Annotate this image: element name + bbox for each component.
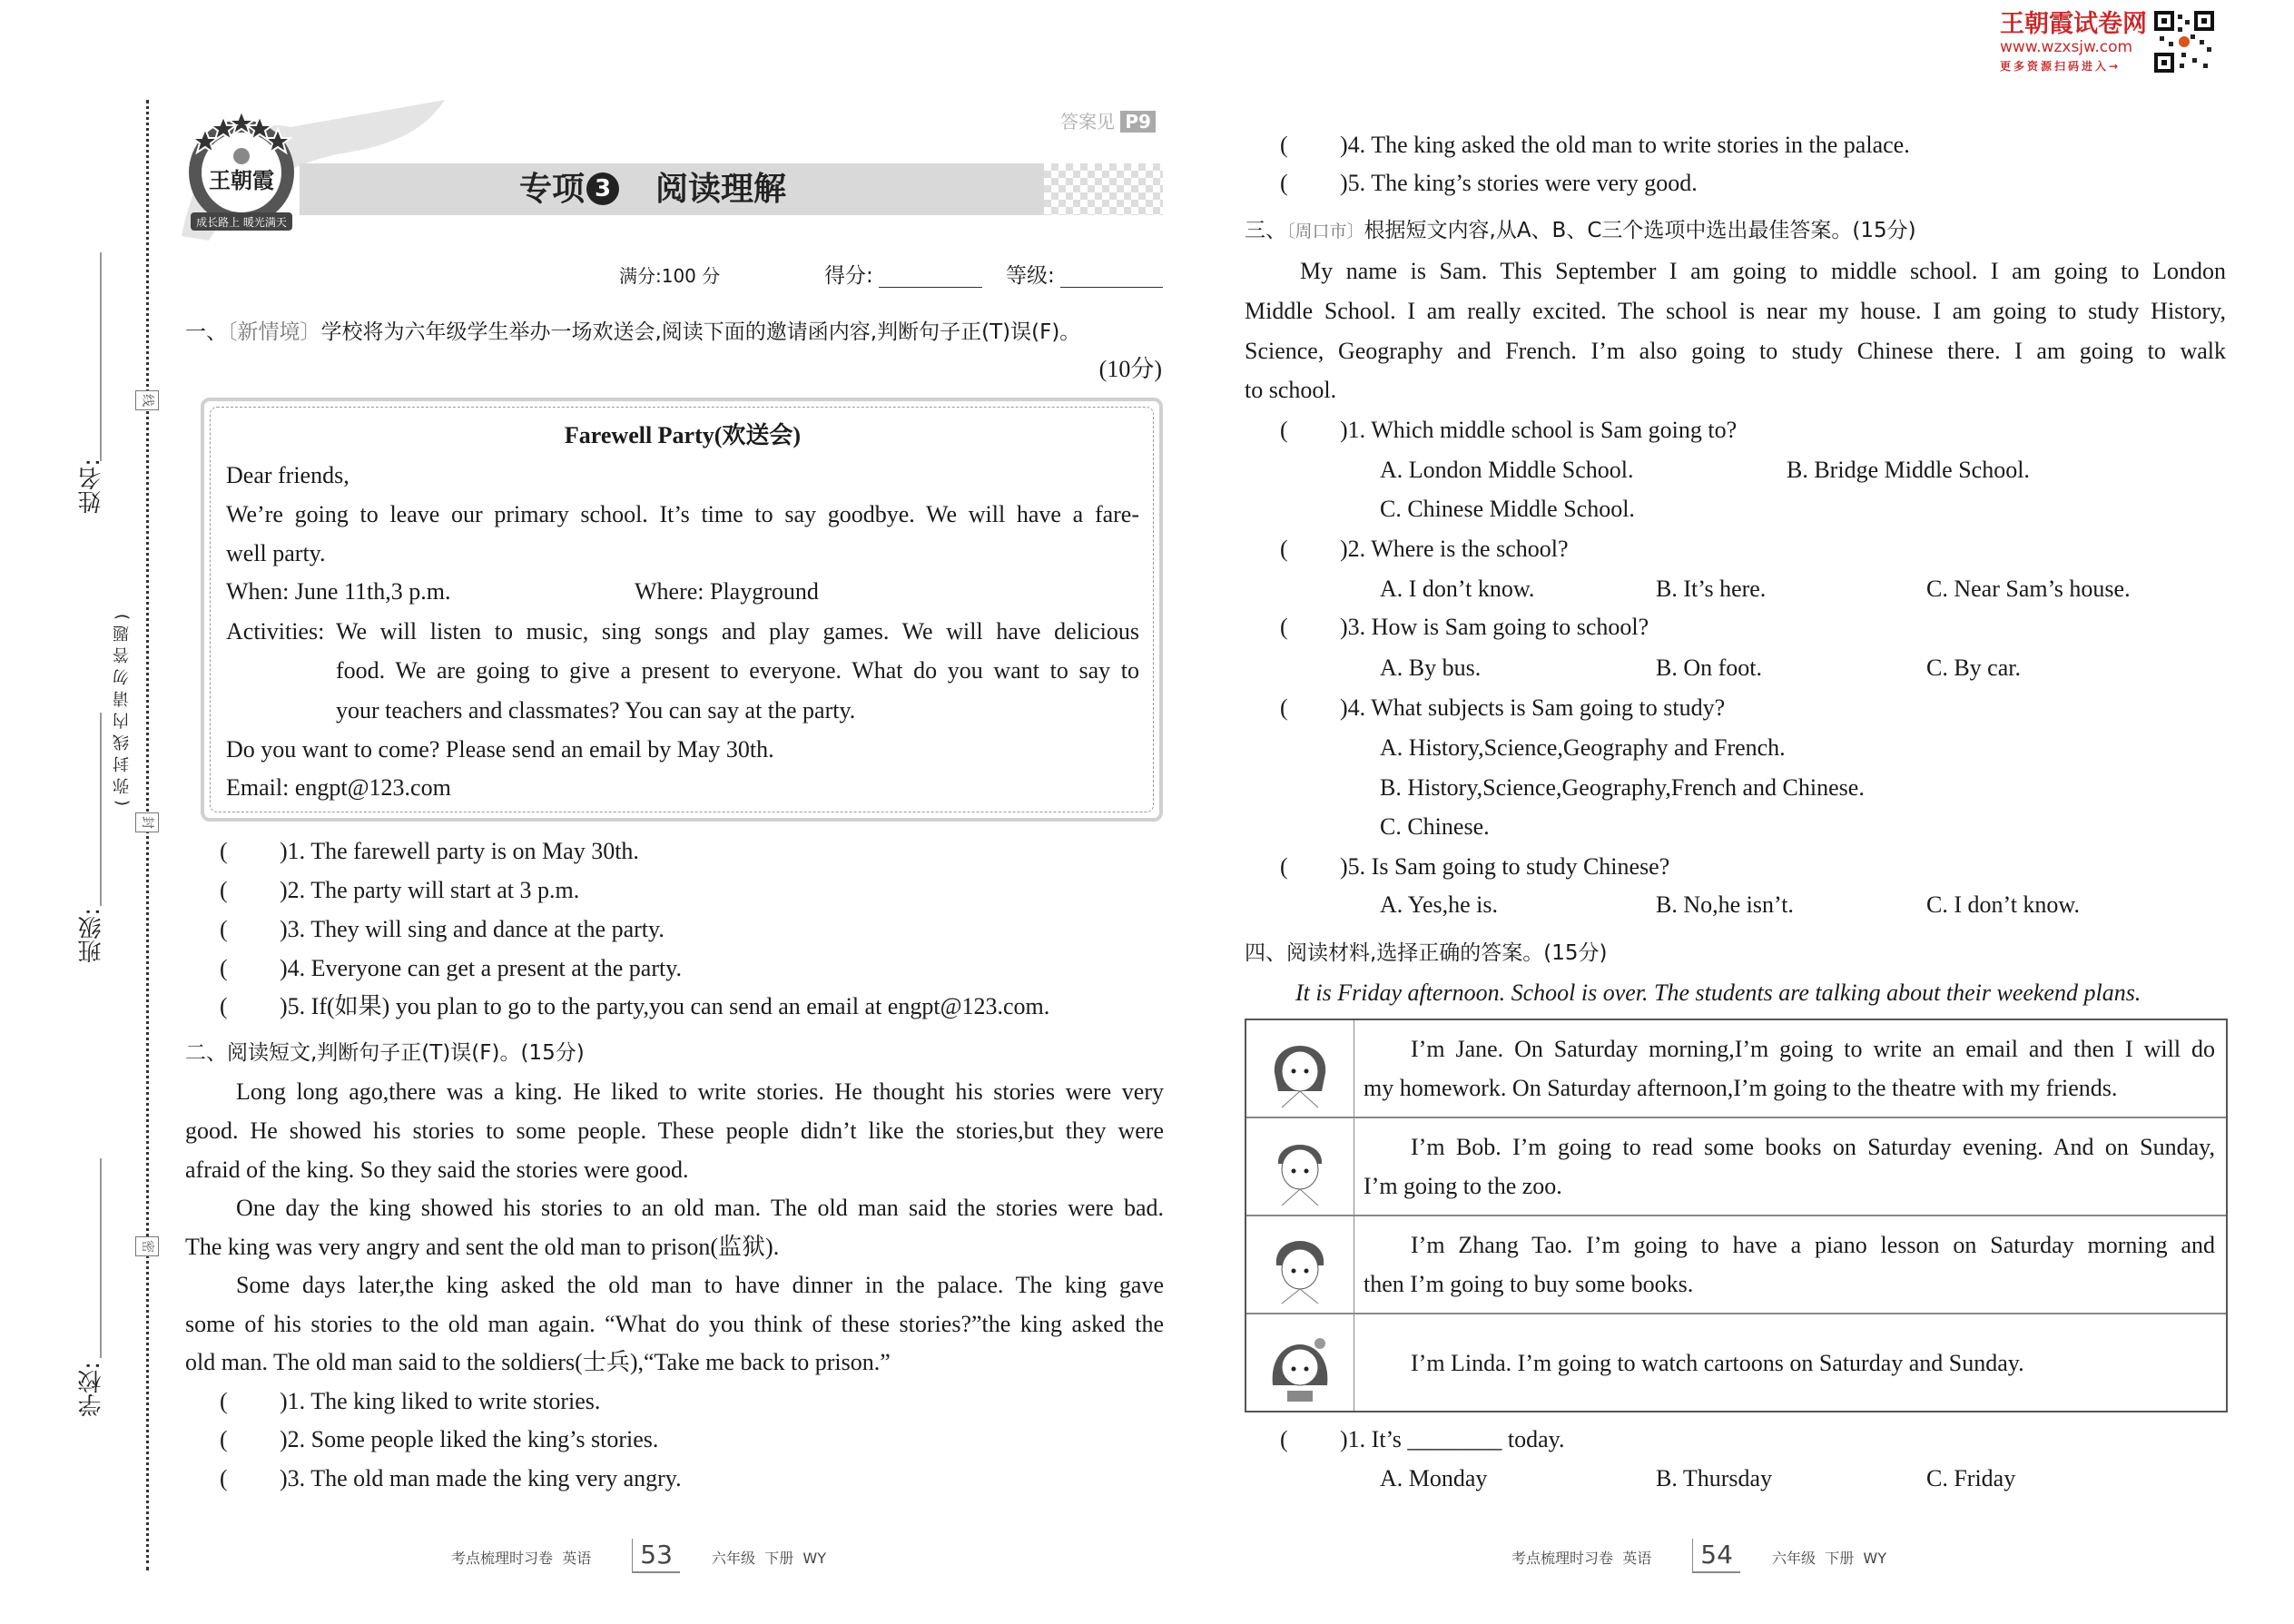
- brand-banner: [2000, 11, 2218, 74]
- row-text: my homework. On Saturday afternoon,I’m going to the theatre with my friends.: [1364, 1075, 2118, 1101]
- section2-heading: 二、阅读短文,判断句子正(T)误(F)。(15分): [185, 1041, 585, 1065]
- name-field[interactable]: [100, 252, 102, 461]
- option-c[interactable]: C. I don’t know.: [1926, 891, 2080, 918]
- title-number-badge: 3: [586, 172, 619, 205]
- option-a[interactable]: A. I don’t know.: [1380, 576, 1535, 602]
- answer-blank: (: [1280, 132, 1288, 158]
- weekend-plans-table: [1245, 1019, 2228, 1412]
- option-b[interactable]: B. On foot.: [1656, 655, 1762, 681]
- answer-blank: (: [220, 1465, 228, 1491]
- girl-avatar-icon: [1246, 1020, 1354, 1117]
- passage-line: My name is Sam. This September I am going to middle school. I am going to London: [1300, 258, 2226, 284]
- answer-blank: (: [220, 955, 228, 981]
- class-label: 班级:: [78, 908, 105, 963]
- school-field[interactable]: [100, 1158, 102, 1358]
- answer-blank: (: [220, 877, 228, 903]
- option-a[interactable]: A. Yes,he is.: [1380, 891, 1499, 918]
- passage-line: Some days later,the king asked the old man to have dinner in the palace. The king gave: [236, 1272, 1164, 1298]
- section1-points: (10分): [1098, 356, 1162, 382]
- option-c[interactable]: C. By car.: [1926, 655, 2021, 681]
- title-band-checker: [1044, 163, 1163, 215]
- answer-blank: (: [220, 1388, 228, 1414]
- question-item[interactable]: ( )2. The party will start at 3 p.m.: [220, 871, 579, 910]
- option-a[interactable]: A. By bus.: [1380, 655, 1482, 681]
- seal-note: (弥封线内请勿答题): [113, 608, 132, 807]
- card-where: Where: Playground: [635, 578, 819, 605]
- section4-heading: 四、阅读材料,选择正确的答案。(15分): [1245, 941, 1608, 965]
- grade-label: 等级:: [1006, 264, 1055, 288]
- card-activities-label: Activities:: [226, 618, 325, 645]
- passage-line: Long long ago,there was a king. He liked to write stories. He thought his stories were very: [236, 1078, 1164, 1105]
- answer-page-badge[interactable]: P9: [1120, 111, 1156, 133]
- full-score: 满分:100 分: [619, 265, 721, 287]
- answer-blank: (: [220, 1426, 228, 1452]
- option-a[interactable]: A. London Middle School.: [1380, 457, 1634, 483]
- question-item[interactable]: ( )3. They will sing and dance at the party.: [220, 910, 665, 949]
- title-text: 阅读理解: [655, 171, 787, 208]
- row-text: then I’m going to buy some books.: [1364, 1271, 1694, 1297]
- question-item[interactable]: ( )5. Is Sam going to study Chinese?: [1280, 853, 1670, 880]
- footer-left: 考点梳理时习卷 英语 53 六年级 下册 WY: [451, 1539, 826, 1571]
- option-b[interactable]: B. Bridge Middle School.: [1787, 457, 2030, 483]
- table-row: [1246, 1020, 2226, 1118]
- passage-line: One day the king showed his stories to an old man. The old man said the stories were bad.: [236, 1195, 1164, 1221]
- score-label: 得分:: [824, 264, 873, 288]
- answer-reference: [1060, 107, 1156, 133]
- question-item[interactable]: ( )3. The old man made the king very angry.: [220, 1459, 682, 1498]
- question-item[interactable]: ( )1. The king liked to write stories.: [220, 1382, 600, 1421]
- question-item[interactable]: ( )1. Which middle school is Sam going to?: [1280, 417, 1738, 443]
- passage-line: Science, Geography and French. I’m also going to study Chinese there. I am going to walk: [1245, 338, 2226, 364]
- card-when: When: June 11th,3 p.m.: [226, 578, 451, 605]
- option-c[interactable]: C. Chinese.: [1380, 813, 1490, 840]
- question-item[interactable]: ( )4. The king asked the old man to write stories in the palace.: [1280, 125, 1910, 164]
- question-item[interactable]: ( )5. The king’s stories were very good.: [1280, 163, 1698, 202]
- card-email[interactable]: Email: engpt@123.com: [226, 774, 451, 801]
- qr-code-icon[interactable]: [2154, 11, 2214, 73]
- section1-heading: 一、〔新情境〕学校将为六年级学生举办一场欢送会,阅读下面的邀请函内容,判断句子正(T)误(F)。: [185, 320, 1081, 344]
- boy-avatar-icon: [1246, 1216, 1354, 1313]
- answer-blank: (: [220, 993, 228, 1019]
- grade-field[interactable]: [1060, 287, 1163, 288]
- row-text: I’m going to the zoo.: [1364, 1173, 1562, 1199]
- table-row: [1246, 1216, 2226, 1314]
- option-b[interactable]: B. No,he isn’t.: [1656, 891, 1794, 918]
- section4-intro: It is Friday afternoon. School is over. The students are talking about their weekend plans.: [1295, 979, 2141, 1006]
- page-title: [519, 163, 786, 215]
- footer-right: 考点梳理时习卷 英语 54 六年级 下册 WY: [1511, 1539, 1886, 1571]
- card-title: Farewell Party(欢送会): [564, 422, 802, 448]
- option-b[interactable]: B. Thursday: [1656, 1465, 1773, 1491]
- answer-blank: (: [220, 916, 228, 942]
- brand-scan-prompt: 更多资源扫码进入→: [2000, 60, 2122, 73]
- logo-slogan: 成长路上 暖光满天: [196, 216, 287, 229]
- girl-avatar-icon: [1246, 1314, 1354, 1411]
- option-a[interactable]: A. History,Science,Geography and French.: [1380, 734, 1786, 761]
- passage-line: The king was very angry and sent the old man to prison(监狱).: [185, 1234, 780, 1260]
- question-item[interactable]: ( )1. It’s ________ today.: [1280, 1426, 1565, 1452]
- question-item[interactable]: ( )1. The farewell party is on May 30th.: [220, 832, 639, 871]
- question-item[interactable]: ( )5. If(如果) you plan to go to the party,you can send an email at engpt@123.com.: [220, 987, 1049, 1026]
- seal-marker-secret: 密: [135, 1236, 159, 1256]
- passage-line: to school.: [1245, 377, 1337, 403]
- row-text: I’m Zhang Tao. I’m going to have a piano lesson on Saturday morning and: [1411, 1232, 2215, 1258]
- table-row: [1246, 1118, 2226, 1216]
- answer-blank: (: [220, 838, 228, 864]
- card-greeting: Dear friends,: [226, 462, 350, 488]
- row-text: I’m Jane. On Saturday morning,I’m going to write an email and then I will do: [1411, 1036, 2215, 1062]
- option-c[interactable]: C. Friday: [1926, 1465, 2016, 1491]
- option-b[interactable]: B. It’s here.: [1656, 576, 1767, 602]
- score-field[interactable]: [879, 287, 982, 288]
- passage-line: good. He showed his stories to some people. These people didn’t like the stories,but they were: [185, 1117, 1164, 1144]
- option-b[interactable]: B. History,Science,Geography,French and Chinese.: [1380, 774, 1865, 801]
- name-label: 姓名:: [78, 458, 105, 514]
- option-c[interactable]: C. Chinese Middle School.: [1380, 496, 1635, 522]
- seal-marker-line: 线: [135, 390, 159, 410]
- school-label: 学校:: [78, 1362, 105, 1417]
- passage-line: Middle School. I am really excited. The school is near my house. I am going to study History,: [1245, 298, 2226, 324]
- question-item[interactable]: ( )2. Where is the school?: [1280, 536, 1569, 562]
- page-number: 53: [632, 1539, 680, 1573]
- logo-text: 王朝霞: [209, 167, 274, 193]
- seal-marker-seal: 封: [135, 812, 159, 832]
- card-line: well party.: [226, 540, 326, 566]
- card-activities-line: We will listen to music, sing songs and play games. We will have delicious: [336, 618, 1139, 645]
- option-c[interactable]: C. Near Sam’s house.: [1926, 576, 2131, 602]
- row-text: I’m Linda. I’m going to watch cartoons on Saturday and Sunday.: [1411, 1349, 2024, 1376]
- binding-dotted-line: [146, 100, 149, 1570]
- question-item[interactable]: ( )4. What subjects is Sam going to study?: [1280, 694, 1726, 721]
- row-text: I’m Bob. I’m going to read some books on Saturday evening. And on Sunday,: [1411, 1134, 2215, 1160]
- question-item[interactable]: ( )3. How is Sam going to school?: [1280, 614, 1649, 640]
- card-activities-line: food. We are going to give a present to everyone. What do you want to say to: [336, 657, 1139, 684]
- question-item[interactable]: ( )4. Everyone can get a present at the party.: [220, 949, 682, 988]
- card-line: We’re going to leave our primary school. It’s time to say goodbye. We will have a fare-: [226, 501, 1139, 527]
- passage-line: afraid of the king. So they said the stories were good.: [185, 1156, 689, 1183]
- boy-avatar-icon: [1246, 1118, 1354, 1215]
- question-item[interactable]: ( )2. Some people liked the king’s stories.: [220, 1420, 658, 1459]
- passage-line: some of his stories to the old man again. “What do you think of these stories?”the king asked the: [185, 1311, 1164, 1337]
- section3-heading: 三、〔周口市〕根据短文内容,从A、B、C三个选项中选出最佳答案。(15分): [1245, 219, 1916, 242]
- answer-blank: (: [1280, 170, 1288, 196]
- brand-logo: [178, 102, 305, 238]
- title-prefix: 专项: [519, 171, 586, 208]
- class-field[interactable]: [100, 713, 102, 906]
- page-number: 54: [1692, 1539, 1740, 1573]
- option-a[interactable]: A. Monday: [1380, 1465, 1488, 1491]
- card-activities-line: your teachers and classmates? You can say at the party.: [336, 697, 856, 723]
- answer-ref-label: 答案见: [1060, 111, 1115, 133]
- card-come: Do you want to come? Please send an email by May 30th.: [226, 736, 774, 763]
- table-row: [1246, 1314, 2226, 1411]
- brand-site-name: 王朝霞试卷网: [2000, 10, 2147, 38]
- brand-url[interactable]: www.wzxsjw.com: [2000, 38, 2133, 56]
- passage-line: old man. The old man said to the soldiers(士兵),“Take me back to prison.”: [185, 1349, 891, 1375]
